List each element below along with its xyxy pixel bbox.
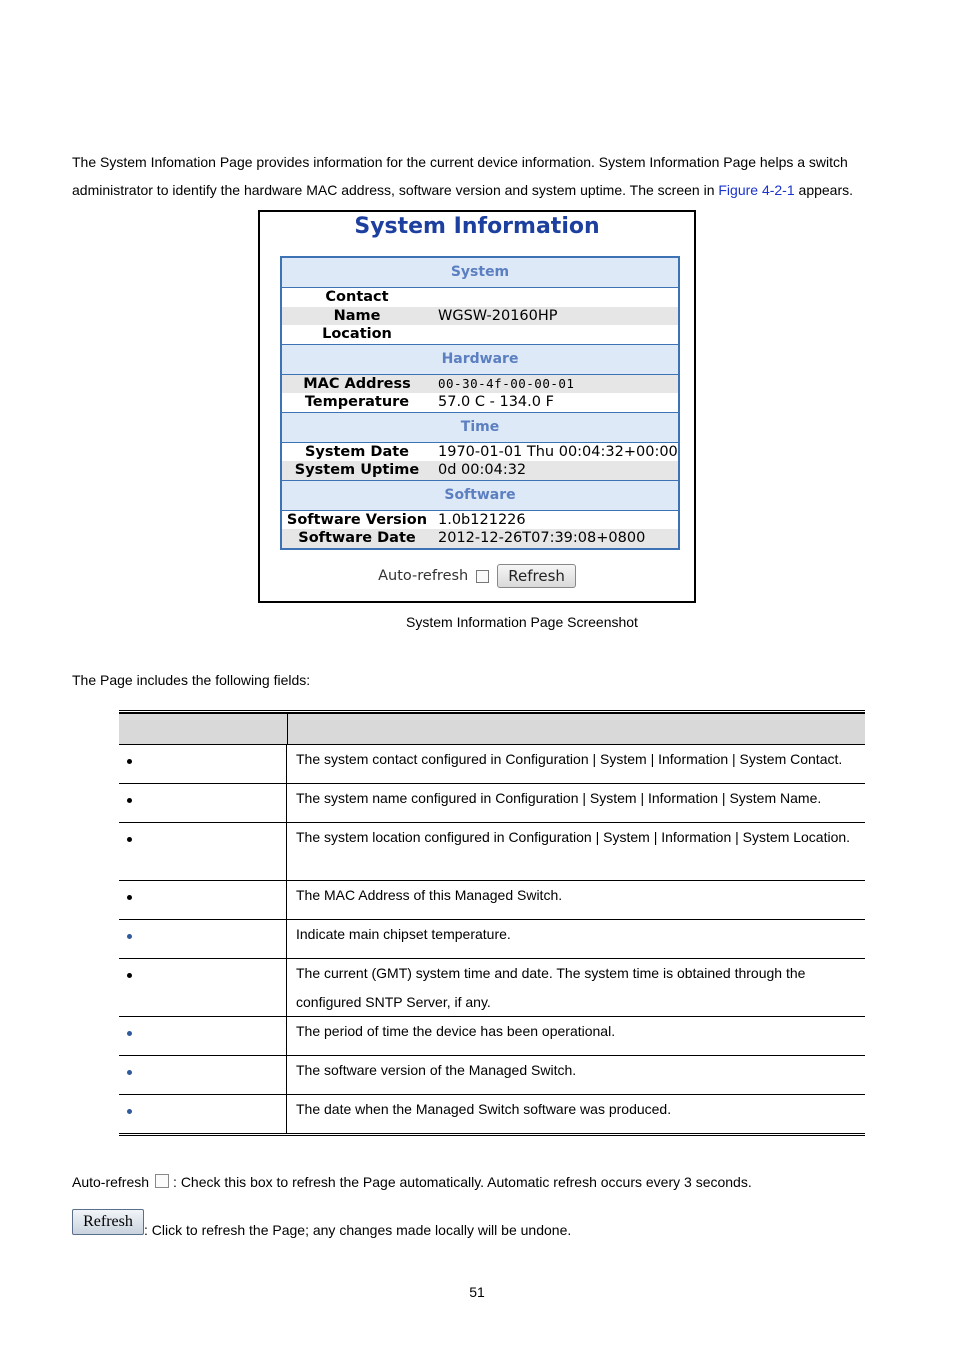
row-value: 1.0b121226 <box>438 511 526 528</box>
fields-intro-text: The Page includes the following fields: <box>72 672 311 688</box>
row-label: Software Date <box>298 530 416 546</box>
row-value: 1970-01-01 Thu 00:04:32+00:00 <box>438 443 678 460</box>
row-value: 57.0 C - 134.0 F <box>438 394 554 410</box>
row-software-version <box>282 511 678 530</box>
refresh-button-image: Refresh <box>72 1209 144 1235</box>
figure-link[interactable]: Figure 4-2-1 <box>718 182 795 198</box>
object-cell <box>119 745 287 783</box>
description-cell: The system location configured in Configuration | System | Information | System Location. <box>296 829 851 845</box>
system-info-table <box>280 256 680 550</box>
row-label: System Uptime <box>294 462 420 478</box>
row-system-date <box>282 443 678 462</box>
object-cell <box>119 881 287 919</box>
row-label: Temperature <box>304 394 410 410</box>
row-label: Software Version <box>286 511 428 528</box>
checkbox-icon <box>155 1174 169 1188</box>
auto-refresh-desc-label: Auto-refresh <box>72 1174 150 1190</box>
row-software-date <box>282 529 678 548</box>
auto-refresh-label: Auto-refresh <box>378 568 469 584</box>
fields-table <box>119 710 865 1136</box>
section-header-hardware: Hardware <box>282 344 678 375</box>
refresh-controls <box>260 564 694 588</box>
row-value <box>432 325 678 344</box>
bullet-icon <box>127 759 132 764</box>
object-cell <box>119 823 287 880</box>
description-cell: The system contact configured in Configuration | System | Information | System Contact. <box>296 751 843 767</box>
row-contact <box>282 288 678 307</box>
object-cell <box>119 784 287 822</box>
auto-refresh-desc-text: : Check this box to refresh the Page automatically. Automatic refresh occurs every 3 seconds. <box>173 1174 752 1190</box>
object-cell <box>119 1056 287 1094</box>
row-label: Contact <box>325 289 389 305</box>
intro-text: The System Infomation Page provides information for the current device information. System Information Page helps a switch administrator to identify the hardware MAC address, software version and system uptime. The screen in <box>72 154 848 198</box>
screenshot-title: System Information <box>354 214 600 239</box>
table-row <box>119 958 865 1016</box>
row-label: MAC Address <box>303 375 411 392</box>
description-cell: The date when the Managed Switch software was produced. <box>296 1101 672 1117</box>
intro-paragraph <box>72 148 892 204</box>
row-label: Name <box>333 307 381 324</box>
intro-text-end: appears. <box>794 182 854 198</box>
page-number: 51 <box>469 1284 485 1300</box>
row-label: Location <box>322 326 392 342</box>
header-object-cell <box>119 714 288 744</box>
row-system-uptime <box>282 461 678 480</box>
row-value: 0d 00:04:32 <box>438 462 527 478</box>
table-row <box>119 1094 865 1133</box>
figure-caption: System Information Page Screenshot <box>406 614 638 630</box>
row-value: WGSW-20160HP <box>438 307 558 324</box>
section-header-system: System <box>282 258 678 288</box>
object-cell <box>119 1017 287 1055</box>
row-temperature <box>282 393 678 412</box>
description-cell: The system name configured in Configuration | System | Information | System Name. <box>296 790 822 806</box>
row-label: System Date <box>304 443 410 460</box>
bullet-icon <box>127 1109 132 1114</box>
bullet-icon <box>127 973 132 978</box>
object-cell <box>119 920 287 958</box>
bullet-icon <box>127 1031 132 1036</box>
system-information-screenshot <box>258 210 696 603</box>
auto-refresh-checkbox[interactable] <box>476 570 489 583</box>
auto-refresh-description <box>72 1174 752 1190</box>
row-location <box>282 325 678 344</box>
row-name <box>282 307 678 326</box>
bullet-icon <box>127 798 132 803</box>
section-header-time: Time <box>282 412 678 443</box>
description-cell: The MAC Address of this Managed Switch. <box>296 887 563 903</box>
description-cell: The current (GMT) system time and date. The system time is obtained through the configured SNTP Server, if any. <box>296 965 806 1010</box>
bullet-icon <box>127 837 132 842</box>
object-cell <box>119 1095 287 1133</box>
row-value <box>432 288 678 307</box>
row-value: 00-30-4f-00-00-01 <box>438 375 575 391</box>
bullet-icon <box>127 895 132 900</box>
refresh-button[interactable]: Refresh <box>497 564 576 588</box>
table-row <box>119 822 865 880</box>
refresh-desc-text: : Click to refresh the Page; any changes made locally will be undone. <box>144 1222 572 1238</box>
row-mac-address <box>282 375 678 394</box>
description-cell: Indicate main chipset temperature. <box>296 926 511 942</box>
section-header-software: Software <box>282 480 678 511</box>
row-value: 2012-12-26T07:39:08+0800 <box>438 530 646 546</box>
object-cell <box>119 959 287 1016</box>
bullet-icon <box>127 934 132 939</box>
description-cell: The software version of the Managed Switch. <box>296 1062 577 1078</box>
bullet-icon <box>127 1070 132 1075</box>
description-cell: The period of time the device has been operational. <box>296 1023 616 1039</box>
